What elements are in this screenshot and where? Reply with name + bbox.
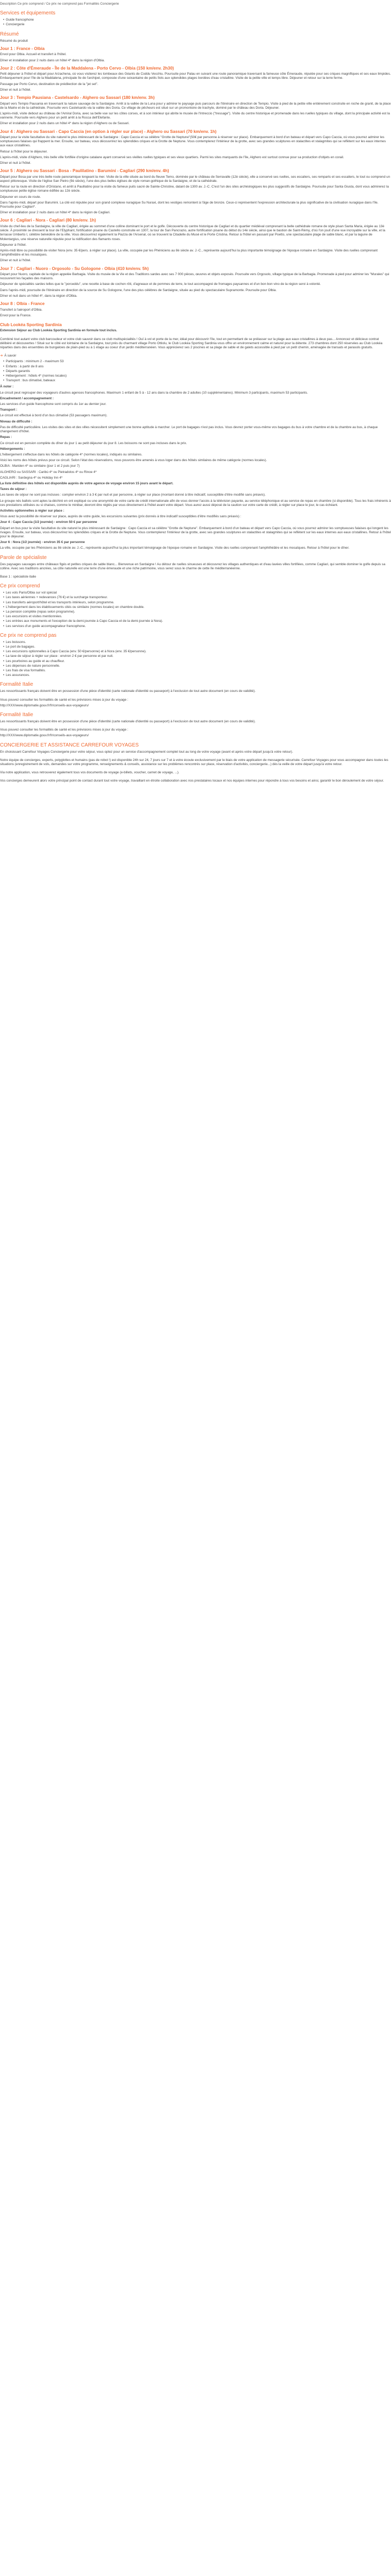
club-section-text: La ville, occupée par les Phéniciens au 8è siècle av. J.-C., représente aujourd'hui la plus important témoignage de l'époque romaine en Sardaigne. Visite des ruelles comprenant l'amphithéâtre et les mosaïques. Retour à l'hôtel pour le dîner.: [0, 546, 350, 550]
list-item: • Participants : minimum 2 - maximum 53: [3, 360, 391, 364]
club-section-label: Encadrement / accompagnement :: [0, 396, 54, 400]
club-section-label: Transport :: [0, 408, 18, 412]
club-section-label: Hébergements :: [0, 447, 25, 451]
day-title: Jour 3 : Tempio Pausiana - Castelsardo - Alghero ou Sassari (180 km/env. 3h): [0, 95, 155, 100]
list-item: • L'hébergement dans les établissements cités ou similaire (normes locales) en chambre double.: [3, 605, 391, 609]
club-section-bold: La liste définitive des hôtels est disponible auprès de votre agence de voyage environ 15 jours avant le départ.: [0, 481, 173, 485]
club-section-text: Le groupe nés ballots sont aptes la-déchiré en ont expliqué ou une anonymité de votre carte de crédit internationale afin de vous donner l'accès à la télévision payante, au service téléphonique et au service de repas en chambre (si disponible). Tous les frais inhérents à ces prestations utilisées ou si chaises, comme le minibar, devront être réglés par vous directement à l'hôtel avant votre départ. Vous aurez aussi déposé de la caution sur votre carte de crédit, à régler sur place le jour, le cas échéant.: [0, 499, 391, 507]
club-section-text: Pas de difficulté particulière. Les visites des sites et des villes nécessitent simplement une bonne aptitude à marcher. Le port de bagages n'est pas inclus. Vous devrez porter vous-même vos bagages du bus à votre chambre et de la chambre au bus, à chaque changement d'hôtel.: [0, 425, 378, 434]
services-title: Services et équipements: [0, 10, 56, 16]
club-section-text: OLBIA : Mariden 4* ou similaire (jour 1 et 2 puis jour 7): [0, 464, 80, 468]
list-item: • Les frais de visa formalités.: [3, 669, 391, 673]
day-paragraph: Retour à l'hôtel pour le déjeuner.: [0, 149, 48, 154]
club-section: [0, 476, 391, 480]
list-item: • Conciergerie: [3, 23, 391, 27]
formalite-text: Les ressortissants français doivent être en possession d'une pièce d'identité (carte nationale d'identité ou passeport) à l'exclusion de tout autre document (en cours de validité).: [0, 689, 256, 693]
breadcrumb: Description Ce prix comprend / Ce prix ne comprend pas Formalités Conciergerie: [0, 2, 119, 6]
club-bullets: [0, 360, 391, 383]
club-section-text: L'hébergement s'effectue dans les hôtels de catégorie 4* (normes locales), indiqués ou similaires.: [0, 452, 142, 456]
day-title: Jour 1 : France - Olbia: [0, 46, 45, 51]
day-paragraph: Après-midi libre ou possibilité de visiter Nora (env. 35 €/pers. à régler sur place). La ville, occupée par les Phéniciens au 8è siècle av. J.-C., représente aujourd'hui la plus importante témoignage de l'époque romaine en Sardaigne. Visite des ruelles comprenant l'amphithéâtre et les mosaïques.: [0, 248, 378, 257]
club-section: [0, 459, 391, 463]
day-paragraph: Dîner et installation pour 2 nuits dans un hôtel 4* dans la région de Cagliari.: [0, 211, 110, 215]
club-section: [0, 520, 391, 539]
list-item: • Les vols Paris/Olbia sur vol spécial: [3, 591, 391, 595]
list-item: • La taxe de séjour à régler sur place : environ 2 € par personne et par nuit.: [3, 654, 391, 658]
club-section-text: Les taxes de séjour ne sont pas incluses : compter environ 2 à 3 € par nuit et par personne, à régler sur place (montant donné à titre indicatif, susceptible d'être modifié sans préavis).: [0, 493, 266, 497]
club-section-text: Les services d'un guide francophone sont compris du 1er au dernier jour.: [0, 402, 107, 406]
formalite-text: Les ressortissants français doivent être en possession d'une pièce d'identité (carte nationale d'identité ou passeport) à l'exclusion de tout autre document (en cours de validité).: [0, 720, 256, 724]
list-item: • Le port de bagages.: [3, 645, 391, 649]
formalite-title-2: Formalité Italie: [0, 712, 34, 718]
parole-title: Parole de spécialiste: [0, 554, 47, 561]
club-section: [0, 509, 391, 519]
club-section-text: Départ en bus pour la visite facultative du site naturel le plus intéressant de Sardaigne : Capo Caccia et sa célèbre "Grotte de Neptune". Embarquement à bord d'un bateau et départ vers Capo Caccia, où vous pourrez admirer les somptueuses falaises qui longent les rivages. Ensuite, sur bateau, vous découvrirez les splendides criques et la Grotte de Neptune. Vous contemplerez l'intérieur de la grotte, avec ses grandes sculptures en stalactites et stalagmites qui se reflètent sur les eaux internes aux eaux cristallines. Retour à l'hôtel pour le déjeuner.: [0, 526, 391, 538]
club-section: [0, 447, 391, 457]
list-item: • Les dépenses de nature personnelle.: [3, 664, 391, 668]
necomprend-title: Ce prix ne comprend pas: [0, 632, 57, 638]
list-item: • Les pourboires au guide et au chauffeur.: [3, 659, 391, 664]
page: [0, 0, 391, 886]
day-paragraph: Envol pour la France.: [0, 313, 31, 317]
day-paragraph: Transfert à l'aéroport d'Olbia.: [0, 308, 43, 312]
concierge-text: Vos concierges demeurent alors votre principal point de contact durant tout votre voyage, travaillant en étroite collaboration avec nos prestataires locaux et nos équipes internes pour répondre à tous vos besoins et ainsi, garantir le bon déroulement de votre séjour.: [0, 779, 384, 783]
day-title: Jour 5 : Alghero ou Sassari - Bosa - Paulilatino - Barumini - Cagliari (290 km/env. 4h): [0, 168, 169, 174]
club-section: [0, 408, 391, 418]
day-paragraph: Visite du chef-lieu de la Sardaigne, la ville de Cagliari, érigée au sommet d'une colline dominant le port et le golfe. Découverte du centre historique de Cagliari et du quartier médiéval comprenant la belle cathédrale romane de style pisan Santa Maria, érigée au 13è siècle. À proximité se dressent la tour de l'Elyphant, fortification pisane du Castello construite en 1307, la tour de San Pancrazio, autre fortification pisane du début du 14è siècle, ainsi que le bastion de Saint-Rémy, d'où l'on jouit d'une vue incroyable sur la ville, et la terrasse Umberto I, célèbre belvédère de la ville. Vous découvrirez également la Piazza de l'Arsenal, où se trouvent la Citadelle du Musé et le Porte Cristina. Retour à l'hôtel en passant par Poetto, une spectaculaire plage de sable blanc, et par la lagune de Molentargius, une réserve naturelle réputée pour la nidification des flamants roses.: [0, 224, 385, 241]
club-section-text: Le circuit est effectué à bord d'un bus climatisé (53 passagers maximum).: [0, 414, 108, 418]
comprend-title: Ce prix comprend: [0, 583, 40, 589]
list-item: • Départs garantis: [3, 369, 391, 374]
club-section-text: CAGLIARI : Sardegna 4* ou Holiday Inn 4*: [0, 476, 63, 480]
day-paragraph: Déjeuner en cours de route.: [0, 195, 41, 199]
formalite-link[interactable]: http://XXX/www.diplomatie.gouv.fr/fr/conseils-aux-voyageurs/: [0, 703, 89, 707]
club-section: [0, 487, 391, 497]
concierge-text: Via notre application, vous retrouverez également tous vos documents de voyage (e-billets, voucher, carnet de voyage, ...).: [0, 771, 180, 775]
club-title: Club Lookéa Sporting Sardinia: [0, 322, 62, 327]
list-item: • Guide francophone: [3, 18, 391, 22]
resume-subtitle: Résumé du produit: [0, 39, 28, 43]
day-paragraph: Dans l'après-midi, poursuite de l'itinéraire en direction de la source de Su Gologone, l'une des plus célèbres de Sardaigne, située au pied du spectaculaire Supramonte. Poursuite pour Olbia.: [0, 288, 277, 292]
comprend-list: [0, 591, 391, 629]
parole-footnote: Base 1 : spécialiste italie: [0, 574, 36, 579]
day-title: Jour 6 : Cagliari - Nora - Cagliari (80 km/env. 1h): [0, 218, 96, 223]
club-section: [0, 499, 391, 507]
list-item: • Les boissons.: [3, 640, 391, 645]
day-paragraph: Dîner et nuit à l'hôtel.: [0, 161, 31, 165]
resume-title: Résumé: [0, 31, 19, 37]
list-item: • Les transferts aéroport/hôtel et les transports intérieurs, selon programme.: [3, 601, 391, 605]
club-section-label: À noter :: [0, 385, 14, 389]
day-paragraph: Déjeuner à l'hôtel.: [0, 243, 27, 247]
day-paragraph: L'après-midi, visite d'Alghero, très belle ville fortifiée d'origine catalane ayant conservé ses vieilles ruelles typiques et ses vieux quartiers. Parmi les sites marquants de l'île, Alghero est surtout connue pour sa production d'objets en corail.: [0, 155, 344, 159]
club-section-text: Ce circuit est en pension complète du dîner du jour 1 au petit déjeuner du jour 8. Les boissons ne sont pas incluses dans le prix.: [0, 441, 187, 445]
club-lead: ➜ À savoir: [0, 354, 17, 358]
day-paragraph: Petit déjeuner à l'hôtel et départ pour Arzachena, où vous visiterez les tombeaux des Géants de Coddu Vecchiu. Poursuite pour Palau en suivant une route panoramique traversant la fameuse côte Émeraude, réputée pour ses criques magnifiques et ses eaux limpides. Embarquement pour l'île de la Maddalena, principale île de l'archipel, composée d'une soixantaine de petits îlots aux splendides plages bordées d'eau cristalline. Visite de la petite ville et temps libre. Déjeuner et retour sur la terre ferme.: [0, 72, 391, 80]
club-section-label: Jour 4 : Capo Caccia (1/2 journée) - environ 50 € par personne: [0, 520, 97, 524]
day-title: Jour 4 : Alghero ou Sassari - Capo Caccia (en option à régler sur place) - Alghero ou Sassari (70 km/env. 1h): [0, 129, 217, 134]
concierge-title: CONCIERGERIE ET ASSISTANCE CARREFOUR VOYAGES: [0, 742, 139, 748]
club-section: [0, 420, 391, 434]
day-paragraph: Dîner et nuit dans un hôtel 4*, dans la région d'Olbia.: [0, 294, 77, 298]
day-paragraph: Départ pour Bosa par une très belle route panoramique longeant la mer. Visite de la ville située au bord du fleuve Temo, dominée par le château de Serravalle (12è siècle), elle a conservé ses ruelles, ses escaliers, ses remparts et ses escaliers, le tout ou comprend un aspect pittoresque. Visite de l'église San Pietro (9è siècle), l'une des plus belles églises de style roman-gothique de la Sardaigne, et de la cathédrale.: [0, 175, 390, 183]
club-section: [0, 435, 391, 445]
club-section-label: Jour 6 : Nora (1/2 journée) - environ 35 € par personne: [0, 540, 85, 545]
list-item: • Transport : bus climatisé, bateaux: [3, 379, 391, 383]
day-paragraph: Dîner et installation pour 2 nuits dans un hôtel 4* dans la région d'Alghero ou de Sassari.: [0, 122, 129, 126]
club-tagline: Extension Séjour au Club Lookéa Sporting Sardinia en formule tout inclus.: [0, 329, 117, 333]
formalite-title-1: Formalité Italie: [0, 682, 34, 688]
day-paragraph: Dîner et installation pour 2 nuits dans un hôtel 4* dans la région d'Olbia.: [0, 58, 105, 62]
club-section: [0, 540, 391, 550]
club-section: [0, 397, 391, 406]
formalite-text: Vous pouvez consulter les formalités de santé et les prévisions mises à jour du voyage :: [0, 698, 128, 702]
list-item: • Enfants : à partir de 8 ans: [3, 365, 391, 369]
day-title: Jour 8 : Olbia - France: [0, 301, 45, 307]
arrow-right-icon: ➜: [0, 354, 3, 358]
day-title: Jour 7 : Cagliari - Nuoro - Orgosolo - Su Gologone - Olbia (410 km/env. 5h): [0, 266, 149, 271]
club-section: [0, 464, 391, 468]
day-paragraph: Départ pour Nuoro, capitale de la région appelée Barbagia. Visite du musée de la Vie et des Traditions sardes avec ses 7 000 pièces, œuvres et objets exposés. Poursuite vers Orgosolo, village typique de la Barbagia. Promenade à pied pour admirer les "Murales" qui recouvrent les façades des maisons.: [0, 273, 389, 281]
club-sections: [0, 385, 391, 550]
list-item: • Les assurances.: [3, 673, 391, 677]
concierge-text: En choisissant Carrefour Voyages Conciergerie pour votre séjour, vous optez pour un service d'accompagnement complet tout au long de votre voyage (avant et après votre départ jusqu'à votre retour).: [0, 750, 293, 754]
club-section-label: Repas :: [0, 435, 12, 439]
club-section-text: ALGHERO ou SASSARI : Caribù 4* ou Pietradolos 4* ou Rinoe 4*: [0, 470, 97, 474]
day-paragraph: Passage par Porto Cervo, destination de prédilection de la "jet set".: [0, 82, 99, 86]
day-paragraph: Dîner et nuit à l'hôtel.: [0, 259, 31, 263]
club-section: [0, 482, 391, 486]
list-item: • Les services d'un guide accompagnateur francophone.: [3, 624, 391, 629]
club-section-text: Vous avez la possibilité de réserver sur place, auprès de votre guide, les excursions suivantes (prix donnés à titre indicatif susceptibles d'être modifiés sans préavis) :: [0, 515, 241, 519]
day-paragraph: Dîner et nuit à l'hôtel.: [0, 88, 31, 92]
list-item: • Les taxes aériennes + redevances (76 €) et la surcharge transporteur.: [3, 596, 391, 600]
club-section: [0, 385, 391, 395]
itinerary-days: [0, 46, 391, 318]
club-section-label: Taxes de séjour :: [0, 487, 27, 492]
day-paragraph: Départ vers Tempio Pausania en traversant la nature sauvage de la Sardaigne. Arrêt à la vallée de la Luna pour y admirer le paysage puis parcours de l'itinéraire en direction de Tempio. Visite à pied de la petite ville entièrement construite en roche de granit, de la place de la Mairie et de la cathédrale. Poursuite vers Castelsardo via la vallée des Doria. Ce village de pêcheurs est situé sur un promontoire de trachyte, dominé par le château des Doria. Déjeuner.: [0, 101, 391, 110]
club-section: [0, 470, 391, 474]
club-section-label: Activités optionnelles à régler sur place :: [0, 509, 64, 513]
list-item: • Les excursions et visites mentionnées.: [3, 615, 391, 619]
day-paragraph: Envol pour Olbia. Accueil et transfert à l'hôtel.: [0, 53, 67, 57]
list-item: • Les entrées aux monuments et l'exception de la demi-journée à Capo Caccia et de la demi-journée à Nora).: [3, 619, 391, 623]
necomprend-list: [0, 640, 391, 678]
day-paragraph: Déjeuner de spécialités sardes telles que le "porceddu", une recette à base de cochon rôti, d'agneaux et de pommes de terre, le tout accompagné de fromages paysannes et d'un bon bon vino de la région servi à volonté.: [0, 282, 321, 286]
day-paragraph: Retour sur la route en direction d'Oristano, et arrêt à Paulilatino pour la visite du fameux puits sacré de Sainte-Christine, datant de 1300 av. J.-C. C'est l'un des sites archéologiques les plus suggestifs de Sardaigne. Poursuite pour Santa Giusta, dont vous admirerez la somptueuse petite église romane édifiée au 12è siècle.: [0, 185, 389, 193]
club-section-text: Le circuit peut regrouper des voyageurs d'autres agences francophones. Maximum 1 enfant de 5 à - 12 ans dans la chambre de 2 adultes (10 supplémentaires). Minimum 3 participants, maximum 53 participants.: [0, 391, 308, 395]
list-item: • Les excursions optionnelles à Capo Caccia (env. 50 €/personne) et à Nora (env. 35 €/personne).: [3, 650, 391, 654]
parole-text: Des paysages sauvages entre châteaux figés et petites criques de sable blanc... Bienvenue en Sardaigne ! Au détour de ruelles sinueuses et découvrez les villages authentiques et d'eau lavées villes fortifiées, comme Cagliari, qui semble dominer le golfe depuis sa colline. Avec ses traditions ancrées, sa côte naturelle est une terre d'une émeraude et une riche patrimoine, vous serez sous le charme de cette île méditerranéenne.: [0, 562, 385, 570]
formalite-link[interactable]: http://XXX/www.diplomatie.gouv.fr/fr/conseils-aux-voyageurs/: [0, 734, 89, 738]
day-paragraph: Départ pour la visite facultative du site naturel le plus intéressant de la Sardaigne : Capo Caccia et sa célèbre "Grotte de Neptune"(50€ par personne à réserver sur place). Embarquement à bord d'un bateau et départ vers Capo Caccia, où vous pourrez admirer les somptueuses falaises qui frappent la mer. Ensuite, sur bateau, vous découvrirez les splendides criques et la Grotte de Neptune. Vous contemplerez l'intérieur de la grotte, avec ses grandes sculptures en stalactites et stalagmites qui se reflètent sur les eaux internes aux eaux cristallines.: [0, 135, 386, 148]
formalite-text: Vous pouvez consulter les formalités de santé et les prévisions mises à jour du voyage :: [0, 728, 128, 732]
day-title: Jour 2 : Côte d'Émeraude - Île de la Maddalena - Porto Cervo - Olbia (150 km/env. 2h30): [0, 65, 174, 71]
services-list: [0, 18, 391, 27]
day-paragraph: Dans l'après-midi, départ pour Barumini. La cité est réputée pour son grand complexe nuragique Su Nuraxi, dont les vestiges remontent à l'âge de bronze. Ceux-ci représentent l'expression architecturale la plus significative de la civilisation nuragique dans l'île. Poursuite pour Cagliari*.: [0, 200, 379, 209]
concierge-text: Notre équipe de concierges, experts, polyglottes et humains (pas de robot !) est disponible 24h sur 24, 7 jours sur 7 et à votre écoute exclusivement par le biais de votre application de messagerie sécurisée. Carrefour Voyages pour vous accompagner dans toutes les situations (enregistrement de vols, demandes sur votre programme, renseignements & conseils, assistance sur les problèmes rencontrés sur place, réservation d'activités, conciergerie...) dès la veille de votre départ jusqu'à votre retour.: [0, 758, 388, 767]
club-intro: Combiné tout autant votre club barcoudeur et votre club sauvoir dans ce club multispécialités ! Ouï à vol et porte de la mer, idéal pour découvrir l'île, tout en permettant de se prélasser sur la plage aux eaux cristallines à deux pas... Annoncez et délicieux contrat délibéré et découvertes ! Situé sur le côté est lointaine de la Sardaigne, tout près du charmant village Porto Ottiolu, le Club Lookéa Sporting Sardinia vous offre un environnement calme et naturel pour la détente. 273 chambres dont 250 réservées au Club Lookéa réparties dans des ensembles de bungalows de plain-pied ou à 1 étage au coeur d'un jardin méditerranéen. Vous apprécierez ses 2 piscines et sa plage de sable et de galets accessible à pied par un petit chemin, aménagée de transats et parasols gratuits.: [0, 337, 383, 350]
list-item: • La pension complète (repas selon programme).: [3, 610, 391, 614]
club-section-label: Niveau de difficulté :: [0, 419, 32, 423]
list-item: • Hébergement : hôtels 4* (normes locales): [3, 374, 391, 378]
club-section-text: Voici les noms des hôtels prévus pour ce circuit. Selon l'état des réservations, nous pouvons être amenés à vous loger dans des hôtels similaires de même catégorie (normes locales).: [0, 459, 267, 463]
day-paragraph: L'après-midi, visite debout au château de l'Amiral Doria, avec sa belle vue sur les côtes corses, et à son intérieur qui abrite le musée de l'Intreccio ("tressage"). Visite du centre historique et promenade dans les ruelles typiques du village, dont la principale activité est la vannerie. Poursuite vers Alghero pour un petit arrêt à la Rocca dell'Elefante.: [0, 111, 390, 120]
